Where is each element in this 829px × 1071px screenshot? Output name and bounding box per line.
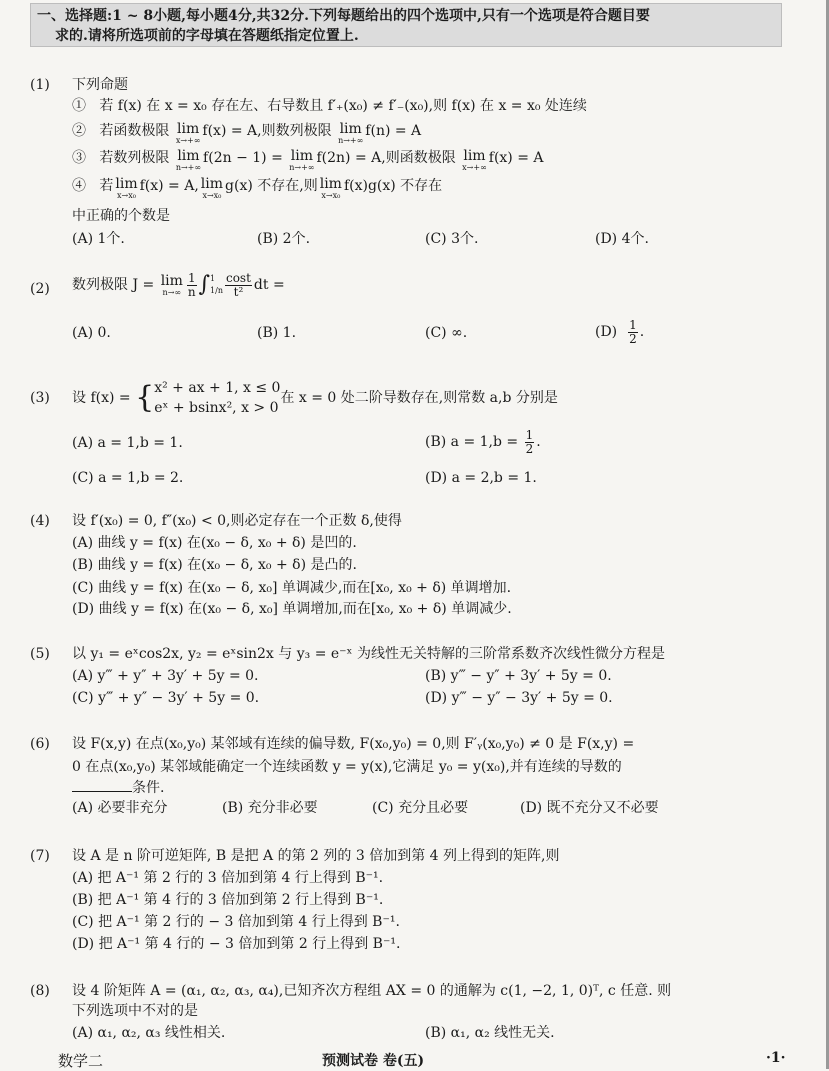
question-stem-line2: 下列选项中不对的是 bbox=[72, 1003, 198, 1019]
text: 在 x = 0 处二阶导数存在,则常数 a,b 分别是 bbox=[280, 390, 558, 406]
question-stem-line2: 0 在点(x₀,y₀) 某邻域能确定一个连续函数 y = y(x),它满足 y₀ = y(x₀),并有连续的导数的 bbox=[72, 759, 622, 775]
limit bbox=[289, 149, 314, 172]
limit bbox=[320, 177, 342, 200]
section-header bbox=[30, 3, 782, 47]
question-stem-line3 bbox=[72, 779, 164, 797]
lim: lim bbox=[115, 176, 138, 192]
section-header-line2: 求的.请将所选项前的字母填在答题纸指定位置上. bbox=[55, 28, 359, 44]
text: 若 bbox=[99, 178, 114, 194]
lower-limit: 1/n bbox=[210, 286, 223, 295]
option-b: (B) 把 A⁻¹ 第 4 行的 3 倍加到第 2 行上得到 B⁻¹. bbox=[72, 892, 384, 908]
page-number: ·1· bbox=[766, 1050, 786, 1066]
option-b: (B) 2个. bbox=[257, 231, 311, 247]
fraction bbox=[525, 429, 535, 456]
option-d bbox=[595, 318, 644, 346]
text: f(2n) = A,则函数极限 bbox=[316, 150, 456, 166]
text: 条件. bbox=[132, 780, 165, 796]
question-stem: 设 A 是 n 阶可逆矩阵, B 是把 A 的第 2 列的 3 倍加到第 4 列上得到的矩阵,则 bbox=[72, 848, 560, 864]
section-header-line1: 一、选择题:1 ~ 8小题,每小题4分,共32分.下列每题给出的四个选项中,只有一个选项是符合题目要 bbox=[37, 8, 650, 24]
text: g(x) 不存在,则 bbox=[225, 178, 318, 194]
question-stem-line1: 设 F(x,y) 在点(x₀,y₀) 某邻域有连续的偏导数, F(x₀,y₀) = 0,则 F′ᵧ(x₀,y₀) ≠ 0 是 F(x,y) = bbox=[72, 736, 635, 752]
text: dt = bbox=[253, 277, 285, 293]
text: f(2n − 1) = bbox=[203, 150, 283, 166]
text: . bbox=[639, 324, 645, 340]
lim-sub: x→x₀ bbox=[117, 191, 136, 200]
question-stem: 设 f′(x₀) = 0, f″(x₀) < 0,则必定存在一个正数 δ,使得 bbox=[72, 513, 402, 529]
option-a: (A) α₁, α₂, α₃ 线性相关. bbox=[72, 1025, 226, 1041]
statement-4 bbox=[72, 177, 442, 200]
text: f(n) = A bbox=[365, 123, 422, 139]
option-b: (B) y‴ − y″ + 3y′ + 5y = 0. bbox=[425, 668, 612, 684]
option-b: (B) 曲线 y = f(x) 在(x₀ − δ, x₀ + δ) 是凸的. bbox=[72, 557, 357, 573]
denominator: 2 bbox=[525, 441, 534, 456]
lim: lim bbox=[176, 121, 200, 137]
question-number: (3) bbox=[30, 390, 50, 406]
text: 设 f(x) = bbox=[72, 390, 131, 406]
option-a: (A) 必要非充分 bbox=[72, 800, 168, 816]
option-d: (D) 把 A⁻¹ 第 4 行的 − 3 倍加到第 2 行上得到 B⁻¹. bbox=[72, 936, 401, 952]
question-number: (5) bbox=[30, 646, 50, 662]
lim: lim bbox=[200, 176, 224, 192]
numerator: cost bbox=[225, 270, 251, 285]
text: 数列极限 J = bbox=[72, 277, 155, 293]
lim: lim bbox=[463, 148, 486, 164]
lim: lim bbox=[177, 148, 200, 164]
denominator: n bbox=[187, 284, 196, 299]
option-a: (A) 把 A⁻¹ 第 2 行的 3 倍加到第 4 行上得到 B⁻¹. bbox=[72, 870, 384, 886]
lim: lim bbox=[290, 148, 313, 164]
option-c: (C) 充分且必要 bbox=[372, 800, 469, 816]
fraction bbox=[187, 272, 197, 299]
question-stem bbox=[72, 378, 558, 418]
footer-title: 预测试卷 卷(五) bbox=[322, 1053, 425, 1069]
limit bbox=[115, 177, 137, 200]
integral-limits bbox=[210, 273, 223, 297]
question-number: (1) bbox=[30, 77, 50, 93]
numerator: 1 bbox=[629, 317, 637, 332]
statement-mark: ③ bbox=[72, 150, 86, 166]
limit bbox=[176, 149, 201, 172]
lim: lim bbox=[160, 272, 183, 289]
statement-mark: ④ bbox=[72, 178, 86, 194]
text: f(x) = A, bbox=[139, 178, 199, 194]
lim-sub: n→+∞ bbox=[289, 163, 315, 172]
lim: lim bbox=[339, 121, 362, 137]
text: . bbox=[536, 434, 541, 450]
option-a: (A) 1个. bbox=[72, 231, 125, 247]
text: f(x) = A bbox=[488, 150, 544, 166]
option-a: (A) 曲线 y = f(x) 在(x₀ − δ, x₀ + δ) 是凹的. bbox=[72, 535, 357, 551]
statement-1 bbox=[72, 97, 587, 115]
lim-sub: x→x₀ bbox=[202, 191, 222, 200]
option-d: (D) 4个. bbox=[595, 231, 649, 247]
numerator: 1 bbox=[525, 427, 534, 442]
text: 若函数极限 bbox=[99, 123, 170, 139]
option-d: (D) 曲线 y = f(x) 在(x₀ − δ, x₀] 单调增加,而在[x₀, x₀ + δ) 单调减少. bbox=[72, 601, 512, 617]
limit bbox=[462, 149, 487, 172]
piecewise-cases bbox=[154, 378, 280, 418]
question-number: (4) bbox=[30, 513, 50, 529]
statement-text: 若 f(x) 在 x = x₀ 存在左、右导数且 f′₊(x₀) ≠ f′₋(x₀),则 f(x) 在 x = x₀ 处连续 bbox=[99, 98, 587, 114]
lim-sub: x→+∞ bbox=[462, 163, 487, 172]
fraction bbox=[225, 272, 252, 299]
option-c: (C) y‴ + y″ − 3y′ + 5y = 0. bbox=[72, 690, 260, 706]
fraction bbox=[628, 319, 638, 346]
denominator: t² bbox=[233, 284, 244, 299]
limit bbox=[176, 122, 201, 145]
question-stem: 以 y₁ = eˣcos2x, y₂ = eˣsin2x 与 y₃ = e⁻ˣ 为线性无关特解的三阶常系数齐次线性微分方程是 bbox=[72, 646, 665, 662]
option-a: (A) a = 1,b = 1. bbox=[72, 435, 183, 451]
option-a: (A) 0. bbox=[72, 325, 111, 341]
case-1: x² + ax + 1, x ≤ 0 bbox=[154, 380, 281, 396]
lim-sub: x→x₀ bbox=[321, 191, 341, 200]
option-b: (B) 1. bbox=[257, 325, 297, 341]
lim-sub: n→+∞ bbox=[175, 163, 202, 172]
question-stem: 下列命题 bbox=[72, 77, 128, 93]
statement-3 bbox=[72, 149, 544, 172]
option-d: (D) a = 2,b = 1. bbox=[425, 470, 537, 486]
question-number: (7) bbox=[30, 848, 50, 864]
lim-sub: n→+∞ bbox=[338, 136, 364, 145]
option-b: (B) 充分非必要 bbox=[222, 800, 318, 816]
upper-limit: 1 bbox=[210, 274, 216, 283]
limit bbox=[161, 274, 183, 297]
question-number: (8) bbox=[30, 983, 50, 999]
question-stem bbox=[72, 270, 285, 300]
numerator: 1 bbox=[187, 270, 196, 285]
option-a: (A) y‴ + y″ + 3y′ + 5y = 0. bbox=[72, 668, 259, 684]
text: f(x)g(x) 不存在 bbox=[343, 178, 443, 194]
lim-sub: n→∞ bbox=[162, 287, 182, 297]
case-2: eˣ + bsinx², x > 0 bbox=[154, 400, 279, 416]
option-d: (D) 既不充分又不必要 bbox=[520, 800, 659, 816]
option-b: (B) α₁, α₂ 线性无关. bbox=[425, 1025, 555, 1041]
text: 若数列极限 bbox=[99, 150, 170, 166]
option-c: (C) a = 1,b = 2. bbox=[72, 470, 184, 486]
lim-sub: x→+∞ bbox=[175, 136, 201, 145]
integral-sign: ∫ bbox=[198, 272, 211, 297]
lim: lim bbox=[319, 176, 342, 192]
option-b bbox=[425, 428, 541, 456]
answer-blank bbox=[72, 791, 132, 792]
option-c: (C) 3个. bbox=[425, 231, 479, 247]
option-label: (B) a = 1,b = bbox=[425, 434, 519, 450]
option-c: (C) ∞. bbox=[425, 325, 468, 341]
brace: { bbox=[135, 380, 155, 415]
question-number: (2) bbox=[30, 281, 50, 297]
question-tail: 中正确的个数是 bbox=[72, 208, 170, 224]
option-d: (D) y‴ − y″ − 3y′ + 5y = 0. bbox=[425, 690, 613, 706]
question-stem-line1: 设 4 阶矩阵 A = (α₁, α₂, α₃, α₄),已知齐次方程组 AX = 0 的通解为 c(1, −2, 1, 0)ᵀ, c 任意. 则 bbox=[72, 983, 672, 999]
text: f(x) = A,则数列极限 bbox=[202, 123, 332, 139]
question-number: (6) bbox=[30, 736, 50, 752]
statement-mark: ① bbox=[72, 98, 86, 114]
statement-mark: ② bbox=[72, 123, 86, 139]
option-c: (C) 曲线 y = f(x) 在(x₀ − δ, x₀] 单调减少,而在[x₀, x₀ + δ) 单调增加. bbox=[72, 580, 512, 596]
limit bbox=[338, 122, 363, 145]
option-label: (D) bbox=[595, 324, 618, 340]
statement-2 bbox=[72, 122, 421, 145]
denominator: 2 bbox=[629, 331, 637, 346]
option-c: (C) 把 A⁻¹ 第 2 行的 − 3 倍加到第 4 行上得到 B⁻¹. bbox=[72, 914, 400, 930]
footer-subject: 数学二 bbox=[58, 1052, 104, 1070]
limit bbox=[201, 177, 223, 200]
